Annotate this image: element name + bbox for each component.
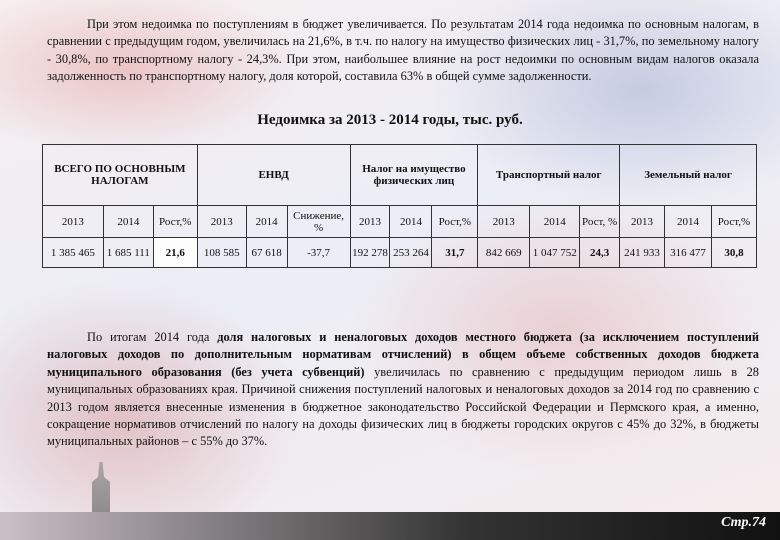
table-row (43, 238, 757, 268)
subheader-cell: 2013 (43, 206, 104, 238)
subheader-cell: Рост,% (432, 206, 478, 238)
footer-bar (0, 512, 780, 540)
value-cell: 192 278 (350, 238, 390, 268)
conclusion-paragraph (47, 329, 759, 451)
page-number: Стр.74 (721, 515, 766, 530)
subheader-cell: 2013 (197, 206, 246, 238)
subheader-cell: 2013 (478, 206, 530, 238)
group-header-land-tax: Земельный налог (620, 145, 757, 206)
value-cell: 253 264 (390, 238, 432, 268)
subheader-cell: 2014 (246, 206, 287, 238)
group-header-property-tax: Налог на имущество физических лиц (350, 145, 478, 206)
group-header-envd: ЕНВД (197, 145, 350, 206)
subheader-cell: Рост,% (711, 206, 756, 238)
growth-cell: 24,3 (580, 238, 620, 268)
tower-silhouette-icon (86, 462, 116, 512)
group-header-total: ВСЕГО ПО ОСНОВНЫМ НАЛОГАМ (43, 145, 198, 206)
subheader-cell: 2014 (103, 206, 153, 238)
table-subheader-row (43, 206, 757, 238)
value-cell: 241 933 (620, 238, 665, 268)
subheader-cell: Снижение, % (287, 206, 350, 238)
growth-cell: 21,6 (153, 238, 197, 268)
value-cell: 1 385 465 (43, 238, 104, 268)
decline-cell: -37,7 (287, 238, 350, 268)
value-cell: 1 047 752 (530, 238, 580, 268)
intro-paragraph: При этом недоимка по поступлениям в бюджет увеличивается. По результатам 2014 года недоимка по основным налогам, в сравнении с предыдущим годом, увеличилась на 21,6%, в т.ч. по налогу на имущество физических лиц - 31,7%, по земельному налогу - 30,8%, по транспортному налогу - 24,3%. При этом, наибольшее влияние на рост недоимки по основным видам налогов оказала задолженность по транспортному налогу, доля которой, составила 63% в общей сумме задолженности. (47, 17, 759, 84)
value-cell: 67 618 (246, 238, 287, 268)
conclusion-bold-text: доля налоговых и неналоговых доходов местного бюджета (за исключением поступлений налоговых доходов по дополнительным нормативам отчислений) в общем объеме собственных доходов бюджета муниципального образования (без учета субвенций) (47, 330, 760, 379)
value-cell: 108 585 (197, 238, 246, 268)
conclusion-text: По итогам 2014 года (87, 330, 218, 344)
subheader-cell: 2013 (620, 206, 665, 238)
table-group-header-row (43, 145, 757, 206)
subheader-cell: Рост, % (580, 206, 620, 238)
value-cell: 842 669 (478, 238, 530, 268)
growth-cell: 31,7 (432, 238, 478, 268)
value-cell: 1 685 111 (103, 238, 153, 268)
subheader-cell: 2014 (665, 206, 712, 238)
subheader-cell: Рост,% (153, 206, 197, 238)
subheader-cell: 2014 (390, 206, 432, 238)
subheader-cell: 2014 (530, 206, 580, 238)
conclusion-text: увеличилась по сравнению с предыдущим периодом лишь в 28 муниципальных образованиях края. Причиной снижения поступлений налоговых и неналоговых доходов за 2014 год по сравнению с 2013 годом является внесенные изменения в бюджетное законодательство Российской Федерации и Пермского края, а именно, сокращение нормативов отчислений по налогу на доходы физических лиц в бюджеты городских округов с 45% до 32%, в бюджеты муниципальных районов – с 55% до 37%. (47, 364, 759, 449)
growth-cell: 30,8 (711, 238, 756, 268)
group-header-transport-tax: Транспортный налог (478, 145, 620, 206)
subheader-cell: 2013 (350, 206, 390, 238)
value-cell: 316 477 (665, 238, 712, 268)
arrears-table (42, 144, 757, 268)
table-title: Недоимка за 2013 - 2014 годы, тыс. руб. (257, 112, 523, 128)
